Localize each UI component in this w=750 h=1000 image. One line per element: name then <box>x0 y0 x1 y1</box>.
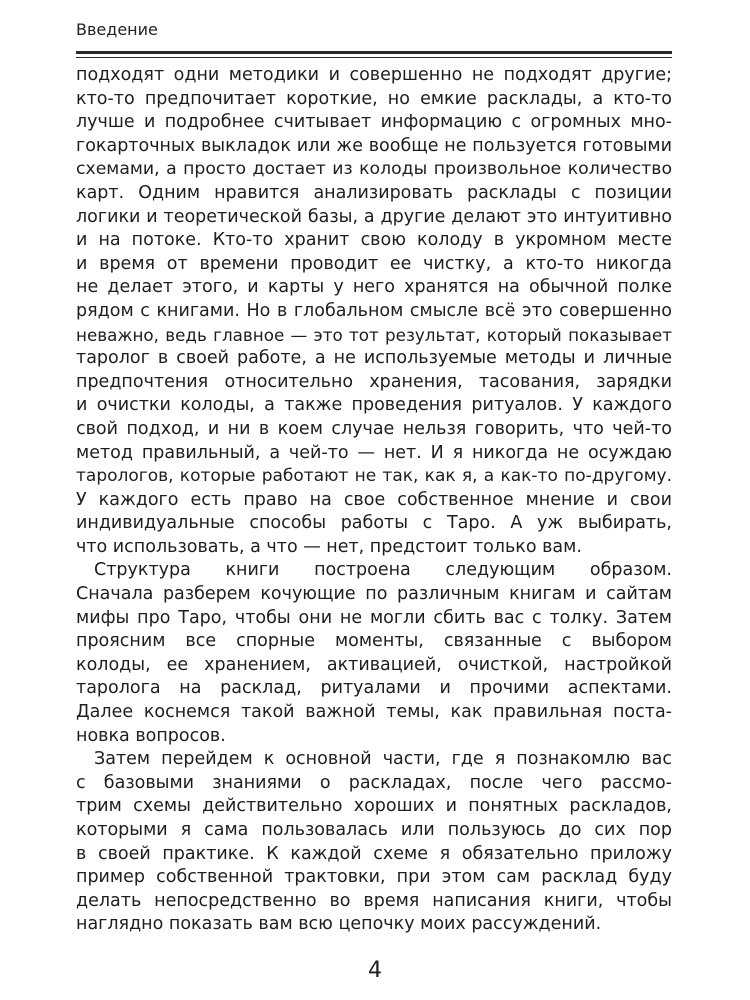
text-line: что использовать, а что — нет, предстоит только вам. <box>76 536 582 557</box>
text-line: с базовыми знаниями о раскладах, после чего рассмо- <box>76 772 672 793</box>
text-line: Структура книги построена следующим образом. <box>94 560 672 581</box>
text-line: индивидуальные способы работы с Таро. А уж выбирать, <box>76 513 672 534</box>
text-line: мифы про Таро, чтобы они не могли сбить вас с толку. Затем <box>76 607 672 628</box>
text-line: трим схемы действительно хороших и понятных раскладов, <box>76 796 672 817</box>
text-line: тарологов, которые работают не так, как я, а как-то по-другому. <box>76 466 672 487</box>
text-line: У каждого есть право на свое собственное мнение и свои <box>76 489 672 510</box>
text-line: и на потоке. Кто-то хранит свою колоду в укромном месте <box>76 230 672 251</box>
text-line: которыми я сама пользовалась или пользуюсь до сих пор <box>76 820 672 840</box>
header-rule-thin <box>76 57 672 58</box>
paragraph-3 <box>76 748 672 937</box>
text-line: логики и теоретической базы, а другие делают это интуитивно <box>76 206 672 227</box>
text-line: Далее коснемся такой важной темы, как правильная поста- <box>76 702 672 723</box>
text-line: схемами, а просто достает из колоды произвольное количество <box>76 159 672 180</box>
text-line: предпочтения относительно хранения, тасования, зарядки <box>76 371 672 392</box>
text-line: таролога на расклад, ритуалами и прочими аспектами. <box>76 678 672 699</box>
paragraph-2 <box>76 559 672 748</box>
text-line: пример собственной трактовки, при этом сам расклад буду <box>76 867 672 888</box>
text-line: свой подход, и ни в коем случае нельзя говорить, что чей-то <box>76 418 672 439</box>
text-line: метод правильный, а чей-то — нет. И я никогда не осуждаю <box>76 442 672 463</box>
text-line: и время от времени проводит ее чистку, а кто-то никогда <box>76 253 672 274</box>
text-line: гокарточных выкладок или же вообще не пользуется готовыми <box>76 135 672 156</box>
header-rule-thick <box>76 51 672 54</box>
text-line: подходят одни методики и совершенно не подходят другие; <box>76 65 672 85</box>
text-line: и очистки колоды, а также проведения ритуалов. У каждого <box>76 395 672 416</box>
body-text <box>76 64 672 937</box>
page-number: 4 <box>368 958 382 983</box>
text-line: в своей практике. К каждой схеме я обязательно приложу <box>76 843 672 864</box>
text-line: рядом с книгами. Но в глобальном смысле всё это совершенно <box>76 300 672 321</box>
text-line: кто-то предпочитает короткие, но емкие расклады, а кто-то <box>76 88 672 109</box>
text-line: не делает этого, и карты у него хранятся на обычной полке <box>76 277 672 298</box>
text-line: карт. Одним нравится анализировать расклады с позиции <box>76 182 672 203</box>
text-line: неважно, ведь главное — это тот результат, который показывает <box>76 324 672 345</box>
paragraph-1 <box>76 64 672 559</box>
text-line: лучше и подробнее считывает информацию с огромных мно- <box>76 112 672 133</box>
text-line: делать непосредственно во время написания книги, чтобы <box>76 890 672 911</box>
text-line: колоды, ее хранением, активацией, очисткой, настройкой <box>76 654 672 675</box>
text-line: Сначала разберем кочующие по различным книгам и сайтам <box>76 584 672 605</box>
text-line: новка вопросов. <box>76 725 226 746</box>
text-line: таролог в своей работе, а не используемые методы и личные <box>76 348 672 369</box>
running-head: Введение <box>76 20 158 39</box>
text-line: наглядно показать вам всю цепочку моих рассуждений. <box>76 914 602 935</box>
text-line: Затем перейдем к основной части, где я познакомлю вас <box>94 749 672 770</box>
text-line: проясним все спорные моменты, связанные с выбором <box>76 631 672 652</box>
